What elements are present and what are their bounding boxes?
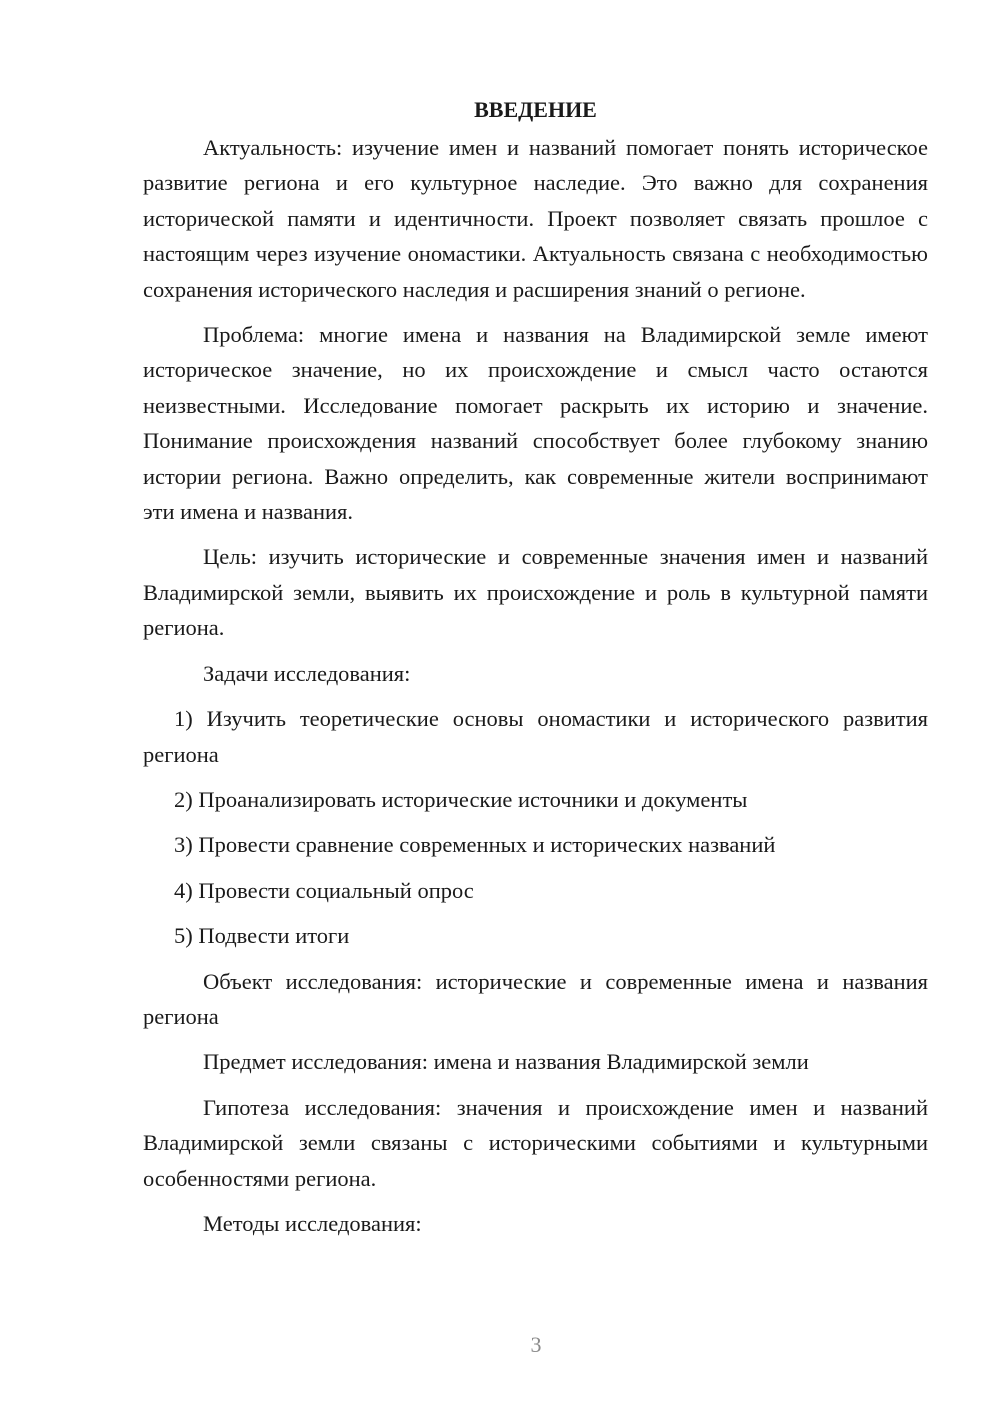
tasks-list xyxy=(143,701,928,953)
list-item: 1) Изучить теоретические основы ономастики и исторического развития региона xyxy=(143,706,928,767)
object-paragraph: Объект исследования: исторические и современные имена и названия региона xyxy=(143,968,928,1029)
tasks-heading: Задачи исследования: xyxy=(203,660,411,686)
relevance-paragraph: Актуальность: изучение имен и названий помогает понять историческое развитие региона и его культурное наследие. Это важно для сохранения исторической памяти и идентичности. Проект позволяет связать прошлое с настоящим через изучение ономастики. Актуальность связана с необходимостью сохранения исторического наследия и расширения знаний о регионе. xyxy=(143,135,928,302)
hypothesis-paragraph: Гипотеза исследования: значения и происхождение имен и названий Владимирской земли связаны с историческими событиями и культурными особенностями региона. xyxy=(143,1094,928,1191)
subject-paragraph: Предмет исследования: имена и названия Владимирской земли xyxy=(203,1049,809,1075)
methods-paragraph: Методы исследования: xyxy=(203,1210,422,1236)
page-content xyxy=(143,92,928,1251)
list-item: 4) Провести социальный опрос xyxy=(174,877,474,903)
page-number: 3 xyxy=(530,1332,542,1357)
problem-paragraph: Проблема: многие имена и названия на Владимирской земле имеют историческое значение, но их происхождение и смысл часто остаются неизвестными. Исследование помогает раскрыть их историю и значение. Понимание происхождения названий способствует более глубокому знанию истории региона. Важно определить, как современные жители воспринимают эти имена и названия. xyxy=(143,322,928,525)
list-item: 2) Проанализировать исторические источники и документы xyxy=(174,786,748,812)
goal-paragraph: Цель: изучить исторические и современные значения имен и названий Владимирской земли, выявить их происхождение и роль в культурной памяти региона. xyxy=(143,544,928,641)
list-item: 5) Подвести итоги xyxy=(174,923,350,949)
section-heading: ВВЕДЕНИЕ xyxy=(474,97,597,122)
list-item: 3) Провести сравнение современных и исторических названий xyxy=(174,832,776,858)
